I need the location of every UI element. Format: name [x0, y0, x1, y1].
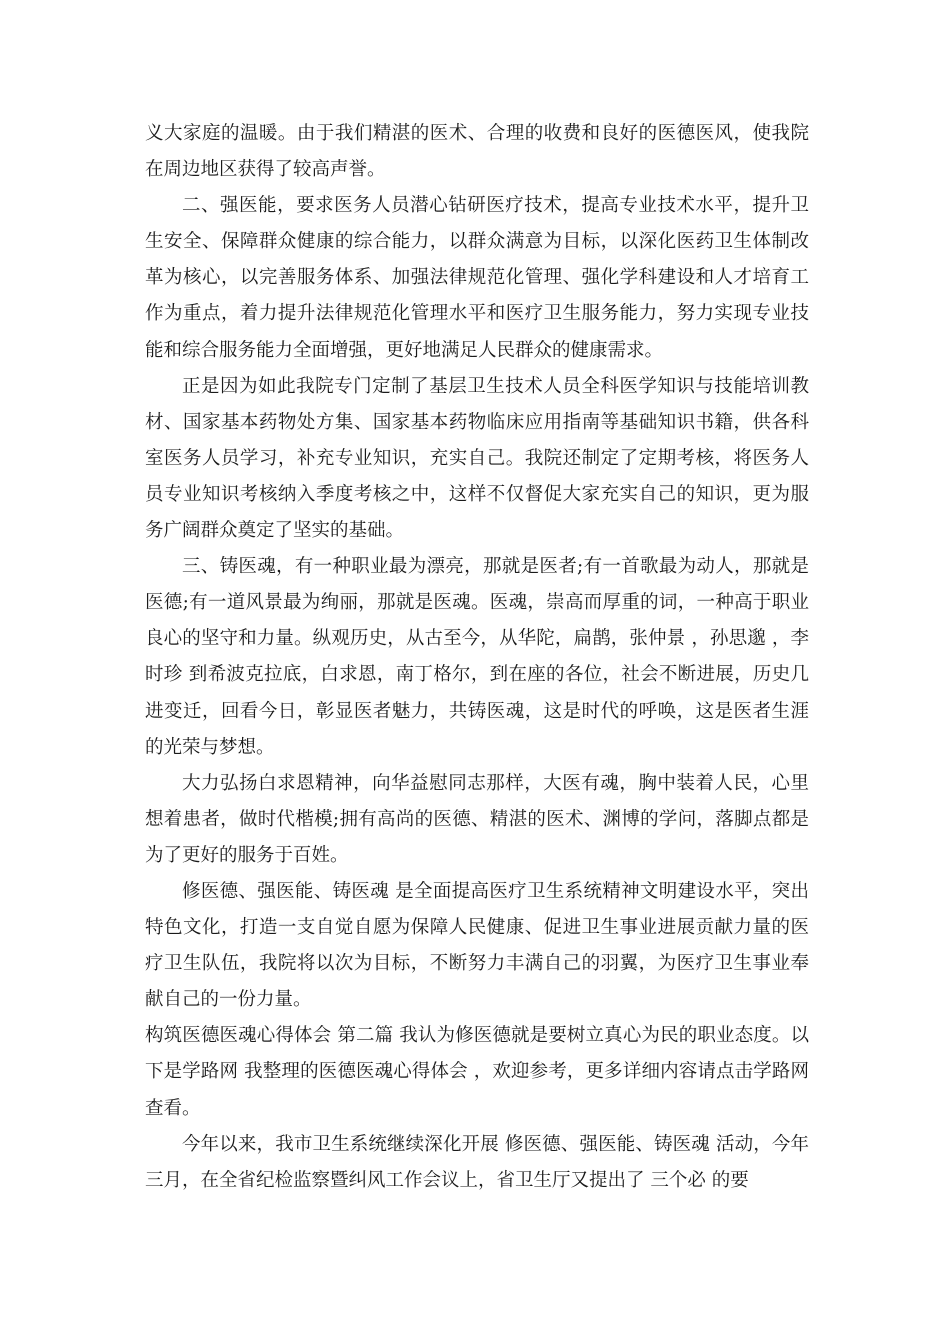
- paragraph-3: 正是因为如此我院专门定制了基层卫生技术人员全科医学知识与技能培训教材、国家基本药物处方集、国家基本药物临床应用指南等基础知识书籍，供各科室医务人员学习，补充专业知识，充实自己。我院还制定了定期考核，将医务人员专业知识考核纳入季度考核之中，这样不仅督促大家充实自己的知识，更为服务广阔群众奠定了坚实的基础。: [145, 375, 809, 542]
- document-body: [145, 116, 809, 1199]
- paragraph-8: 今年以来，我市卫生系统继续深化开展 修医德、强医能、铸医魂 活动，今年三月，在全省纪检监察暨纠风工作会议上，省卫生厅又提出了 三个必 的要: [145, 1133, 809, 1191]
- paragraph-4: 三、铸医魂，有一种职业最为漂亮，那就是医者;有一首歌最为动人，那就是医德;有一道风景最为绚丽，那就是医魂。医魂，崇高而厚重的词，一种高于职业良心的坚守和力量。纵观历史，从古至今，从华陀，扁鹊，张仲景 ，孙思邈 ，李时珍 到希波克拉底，白求恩，南丁格尔，到在座的各位，社会不断进展，历史几进变迁，回看今日，彰显医者魅力，共铸医魂，这是时代的呼唤，这是医者生涯的光荣与梦想。: [145, 556, 809, 758]
- paragraph-1: 义大家庭的温暖。由于我们精湛的医术、合理的收费和良好的医德医风，使我院在周边地区获得了较高声誉。: [145, 123, 809, 181]
- paragraph-7: 构筑医德医魂心得体会 第二篇 我认为修医德就是要树立真心为民的职业态度。以下是学路网 我整理的医德医魂心得体会 ，欢迎参考，更多详细内容请点击学路网查看。: [145, 1025, 809, 1119]
- paragraph-5: 大力弘扬白求恩精神，向华益慰同志那样，大医有魂，胸中装着人民，心里想着患者，做时代楷模;拥有高尚的医德、精湛的医术、渊博的学问，落脚点都是为了更好的服务于百姓。: [145, 772, 809, 866]
- paragraph-2: 二、强医能，要求医务人员潜心钻研医疗技术，提高专业技术水平，提升卫生安全、保障群众健康的综合能力，以群众满意为目标，以深化医药卫生体制改革为核心，以完善服务体系、加强法律规范化管理、强化学科建设和人才培育工作为重点，着力提升法律规范化管理水平和医疗卫生服务能力，努力实现专业技能和综合服务能力全面增强，更好地满足人民群众的健康需求。: [145, 195, 809, 361]
- paragraph-6: 修医德、强医能、铸医魂 是全面提高医疗卫生系统精神文明建设水平，突出特色文化，打造一支自觉自愿为保障人民健康、促进卫生事业进展贡献力量的医疗卫生队伍，我院将以次为目标，不断努力丰满自己的羽翼，为医疗卫生事业奉献自己的一份力量。: [145, 880, 809, 1011]
